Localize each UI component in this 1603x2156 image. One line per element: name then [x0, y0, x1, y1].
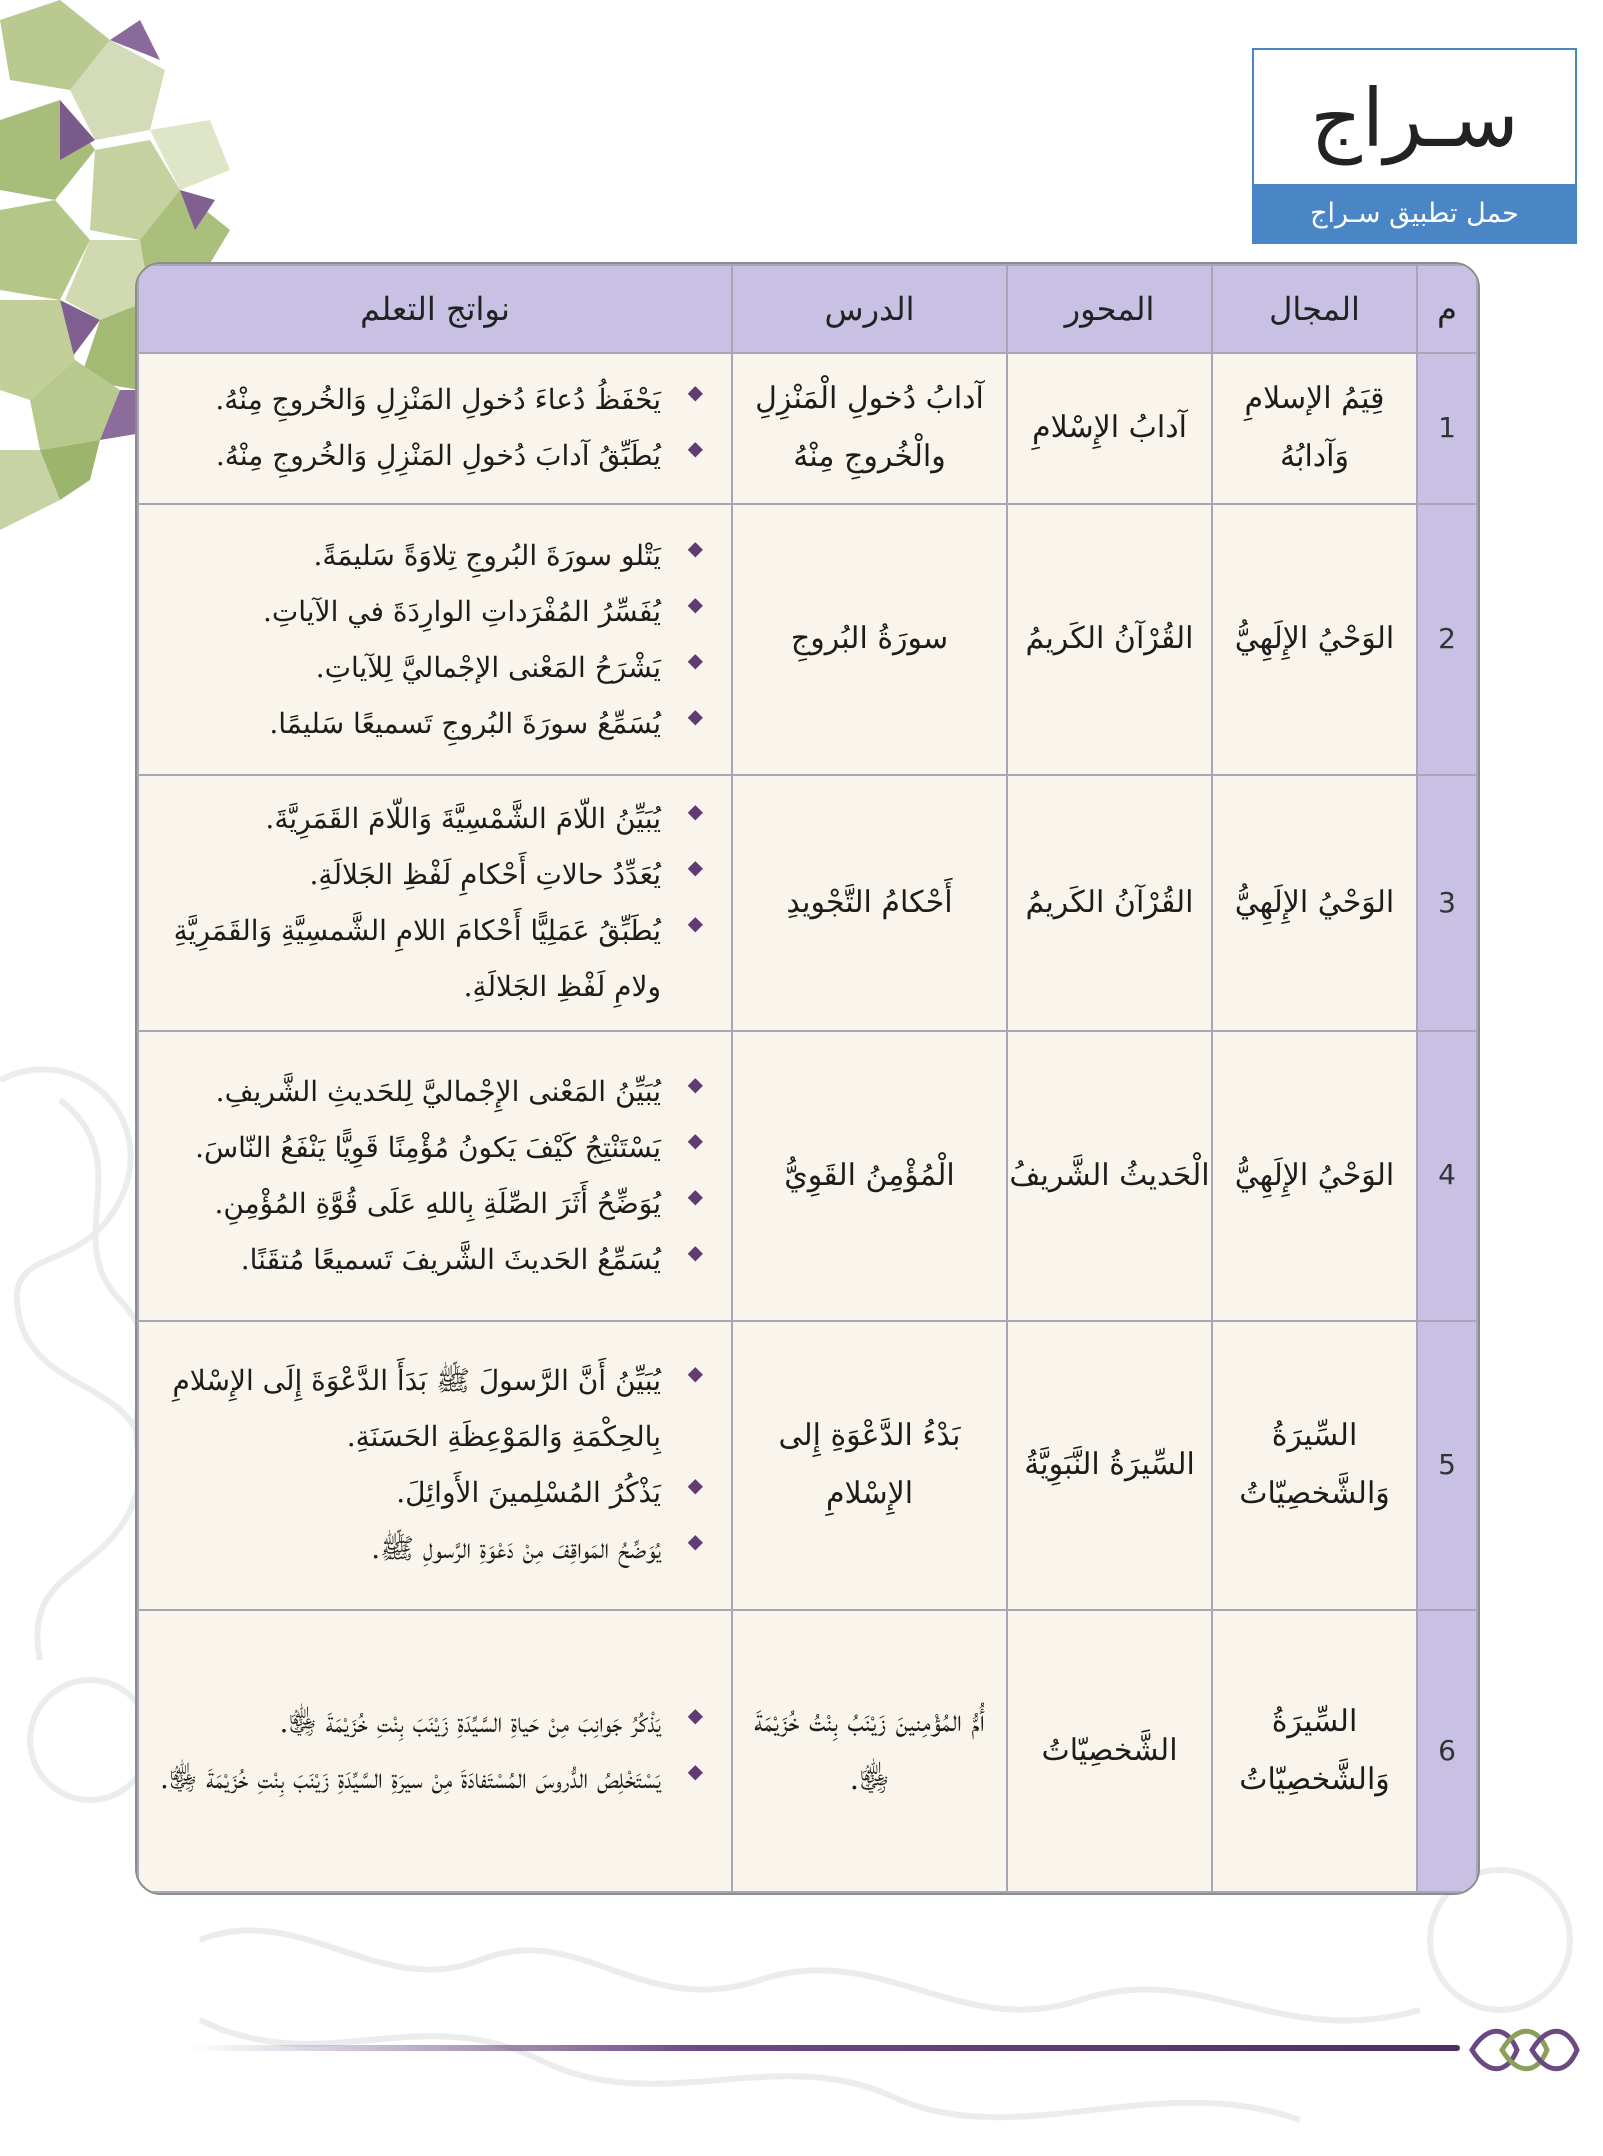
- logo-wordmark: سـراج: [1310, 71, 1519, 165]
- outcome-item: ◆ يَتْلو سورَةَ البُروجِ تِلاوَةً سَليمَةً.: [159, 528, 703, 584]
- footer-divider: [190, 2045, 1460, 2051]
- row-lesson: الْمُؤْمِنُ القَوِيُّ: [732, 1031, 1007, 1321]
- outcome-item: ◆ يُبَيِّنُ اللّامَ الشَّمْسِيَّةَ وَاللّامَ القَمَرِيَّةَ.: [159, 791, 703, 847]
- header-num: م: [1417, 265, 1477, 353]
- table-header-row: [138, 265, 1477, 353]
- row-domain: الوَحْيُ الإِلَهِيُّ: [1212, 504, 1417, 776]
- row-number: 5: [1417, 1321, 1477, 1611]
- curriculum-table: [135, 262, 1480, 1895]
- outcome-item: ◆ يَشْرَحُ المَعْنى الإجْماليَّ لِلآياتِ.: [159, 640, 703, 696]
- row-domain: السِّيرَةُ وَالشَّخصِيّاتُ: [1212, 1321, 1417, 1611]
- table-row: [138, 1610, 1477, 1892]
- row-outcomes: [138, 775, 732, 1030]
- row-outcomes: [138, 1610, 732, 1892]
- row-domain: قِيَمُ الإسلامِ وَآدابُهُ: [1212, 353, 1417, 504]
- logo-tagline: حمل تطبيق سـراج: [1254, 184, 1575, 242]
- table-row: [138, 353, 1477, 504]
- row-lesson: آدابُ دُخولِ الْمَنْزِلِ والْخُروجِ مِنْهُ: [732, 353, 1007, 504]
- row-lesson: بَدْءُ الدَّعْوَةِ إِلى الإِسْلامِ: [732, 1321, 1007, 1611]
- row-number: 1: [1417, 353, 1477, 504]
- outcome-item: ◆ يُبَيِّنُ أَنَّ الرَّسولَ ﷺ بَدَأَ الدَّعْوَةَ إِلَى الإِسْلامِ بِالحِكْمَةِ وَالمَوْعِظَةِ الحَسَنَةِ.: [159, 1353, 703, 1465]
- row-axis: السِّيرَةُ النَّبَوِيَّةُ: [1007, 1321, 1212, 1611]
- outcome-item: ◆ يُسَمِّعُ سورَةَ البُروجِ تَسميعًا سَليمًا.: [159, 696, 703, 752]
- header-domain: المجال: [1212, 265, 1417, 353]
- header-axis: المحور: [1007, 265, 1212, 353]
- outcome-item: ◆ يَسْتَخْلِصُ الدُّروسَ المُسْتَفادَةَ مِنْ سيرَةِ السَّيِّدَةِ زَيْنَبَ بِنْتِ خُزَيْمَةَ ﵂.: [159, 1751, 703, 1807]
- outcome-item: ◆ يَذْكُرُ جَوانِبَ مِنْ حَياةِ السَّيِّدَةِ زَيْنَبَ بِنْتِ خُزَيْمَةَ ﵂.: [159, 1695, 703, 1751]
- outcome-item: ◆ يَحْفَظُ دُعاءَ دُخولِ المَنْزِلِ وَالخُروجِ مِنْهُ.: [159, 372, 703, 428]
- outcome-item: ◆ يَسْتَنْتِجُ كَيْفَ يَكونُ مُؤْمِنًا قَوِيًّا يَنْفَعُ النّاسَ.: [159, 1120, 703, 1176]
- outcome-item: ◆ يُوَضِّحُ أَثَرَ الصِّلَةِ بِاللهِ عَلَى قُوَّةِ المُؤْمِنِ.: [159, 1176, 703, 1232]
- header-lesson: الدرس: [732, 265, 1007, 353]
- outcome-item: ◆ يُسَمِّعُ الحَديثَ الشَّريفَ تَسميعًا مُتقَنًا.: [159, 1232, 703, 1288]
- row-lesson: أُمُّ المُؤْمِنينَ زَيْنَبُ بِنْتُ خُزَيْمَةَ ﵂.: [732, 1610, 1007, 1892]
- row-axis: الْحَديثُ الشَّريفُ: [1007, 1031, 1212, 1321]
- row-outcomes: [138, 504, 732, 776]
- outcome-item: ◆ يُبَيِّنُ المَعْنى الإِجْماليَّ لِلحَديثِ الشَّريفِ.: [159, 1064, 703, 1120]
- siraj-logo[interactable]: [1252, 48, 1577, 244]
- row-axis: آدابُ الإِسْلامِ: [1007, 353, 1212, 504]
- row-outcomes: [138, 353, 732, 504]
- outcome-item: ◆ يُطَبِّقُ آدابَ دُخولِ المَنْزِلِ وَالخُروجِ مِنْهُ.: [159, 428, 703, 484]
- outcome-item: ◆ يَذْكُرُ المُسْلِمينَ الأَوائِلَ.: [159, 1465, 703, 1521]
- table-row: [138, 1321, 1477, 1611]
- table-row: [138, 504, 1477, 776]
- row-number: 4: [1417, 1031, 1477, 1321]
- row-number: 3: [1417, 775, 1477, 1030]
- outcome-item: ◆ يُفَسِّرُ المُفْرَداتِ الوارِدَةَ في الآياتِ.: [159, 584, 703, 640]
- row-number: 6: [1417, 1610, 1477, 1892]
- outcome-item: ◆ يُطَبِّقُ عَمَلِيًّا أَحْكامَ اللامِ الشَّمسِيَّةِ وَالقَمَرِيَّةِ ولامِ لَفْظِ الجَلالَةِ.: [159, 903, 703, 1015]
- row-domain: الوَحْيُ الإِلَهِيُّ: [1212, 1031, 1417, 1321]
- header-outcomes: نواتج التعلم: [138, 265, 732, 353]
- outcomes-table: [137, 264, 1478, 1893]
- row-axis: القُرْآنُ الكَريمُ: [1007, 504, 1212, 776]
- row-lesson: أَحْكامُ التَّجْويدِ: [732, 775, 1007, 1030]
- outcome-item: ◆ يُوَضِّحُ المَواقِفَ مِنْ دَعْوَةِ الرَّسولِ ﷺ.: [159, 1521, 703, 1577]
- chain-link-icon: [1462, 2020, 1582, 2080]
- row-domain: الوَحْيُ الإِلَهِيُّ: [1212, 775, 1417, 1030]
- table-row: [138, 775, 1477, 1030]
- table-row: [138, 1031, 1477, 1321]
- row-axis: الشَّخصِيّاتُ: [1007, 1610, 1212, 1892]
- row-axis: القُرْآنُ الكَريمُ: [1007, 775, 1212, 1030]
- row-domain: السِّيرَةُ وَالشَّخصِيّاتُ: [1212, 1610, 1417, 1892]
- row-number: 2: [1417, 504, 1477, 776]
- row-outcomes: [138, 1321, 732, 1611]
- row-outcomes: [138, 1031, 732, 1321]
- outcome-item: ◆ يُعَدِّدُ حالاتِ أَحْكامِ لَفْظِ الجَلالَةِ.: [159, 847, 703, 903]
- row-lesson: سورَةُ البُروجِ: [732, 504, 1007, 776]
